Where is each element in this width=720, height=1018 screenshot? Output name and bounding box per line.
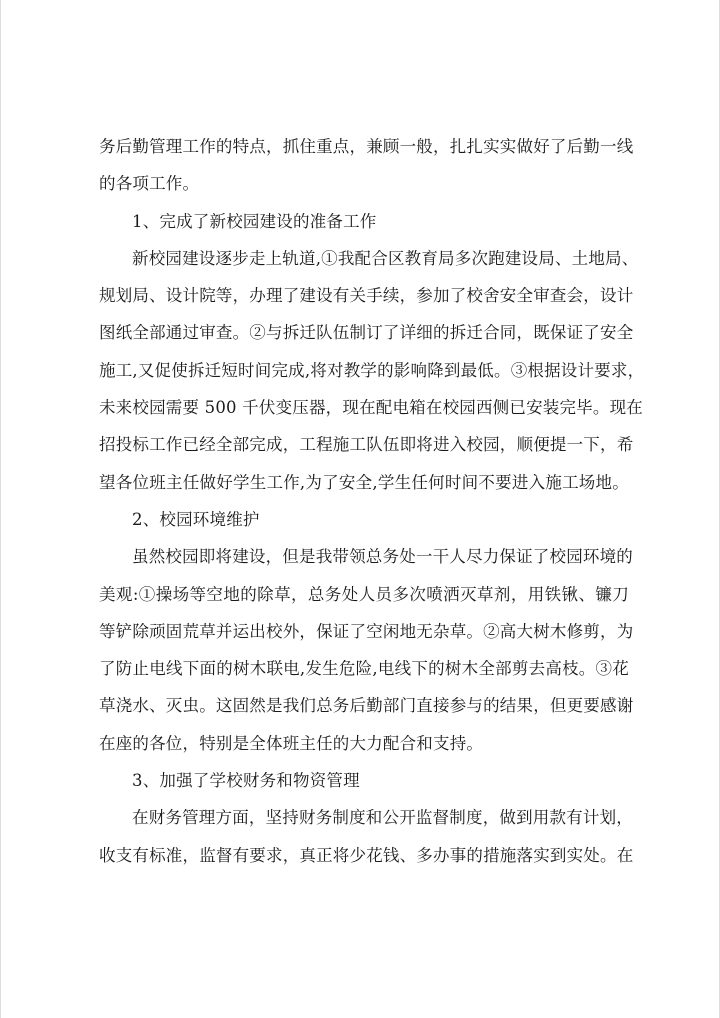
text-line-13: 美观:①操场等空地的除草，总务处人员多次喷洒灭草剂，用铁锹、镰刀 [99, 584, 629, 604]
section-heading-2: 2、校园环境维护 [132, 509, 260, 529]
text-line-12: 虽然校园即将建设，但是我带领总务处一干人尽力保证了校园环境的 [132, 547, 633, 567]
text-line-9: 招投标工作已经全部完成，工程施工队伍即将进入校园，顺便提一下，希 [99, 435, 634, 455]
text-line-8: 未来校园需要 500 千伏变压器，现在配电箱在校园西侧已安装完毕。现在 [99, 398, 643, 418]
text-line-7: 施工,又促使拆迁短时间完成,将对教学的影响降到最低。③根据设计要求， [99, 360, 645, 380]
document-body [99, 128, 645, 874]
text-line-6: 图纸全部通过审查。②与拆迁队伍制订了详细的拆迁合同，既保证了安全 [99, 323, 634, 343]
text-line-19: 在财务管理方面，坚持财务制度和公开监督制度，做到用款有计划， [132, 808, 633, 828]
text-line-5: 规划局、设计院等，办理了建设有关手续，参加了校舍安全审查会，设计 [99, 286, 634, 306]
text-line-4: 新校园建设逐步走上轨道,①我配合区教育局多次跑建设局、土地局、 [132, 248, 639, 268]
section-heading-1: 1、完成了新校园建设的准备工作 [132, 211, 377, 231]
text-line-17: 在座的各位，特别是全体班主任的大力配合和支持。 [99, 733, 484, 753]
text-line-16: 草浇水、灭虫。这固然是我们总务后勤部门直接参与的结果，但更要感谢 [99, 696, 634, 716]
text-line-15: 了防止电线下面的树木联电,发生危险,电线下的树木全部剪去高枝。③花 [99, 659, 629, 679]
text-line-20: 收支有标准，监督有要求，真正将少花钱、多办事的措施落实到实处。在 [99, 845, 634, 865]
text-line-10: 望各位班主任做好学生工作,为了安全,学生任何时间不要进入施工场地。 [99, 472, 629, 492]
text-line-14: 等铲除顽固荒草并运出校外，保证了空闲地无杂草。②高大树木修剪，为 [99, 621, 634, 641]
text-line-2: 的各项工作。 [99, 174, 200, 194]
text-line-1: 务后勤管理工作的特点，抓住重点，兼顾一般，扎扎实实做好了后勤一线 [99, 137, 634, 156]
section-heading-3: 3、加强了学校财务和物资管理 [132, 771, 360, 791]
